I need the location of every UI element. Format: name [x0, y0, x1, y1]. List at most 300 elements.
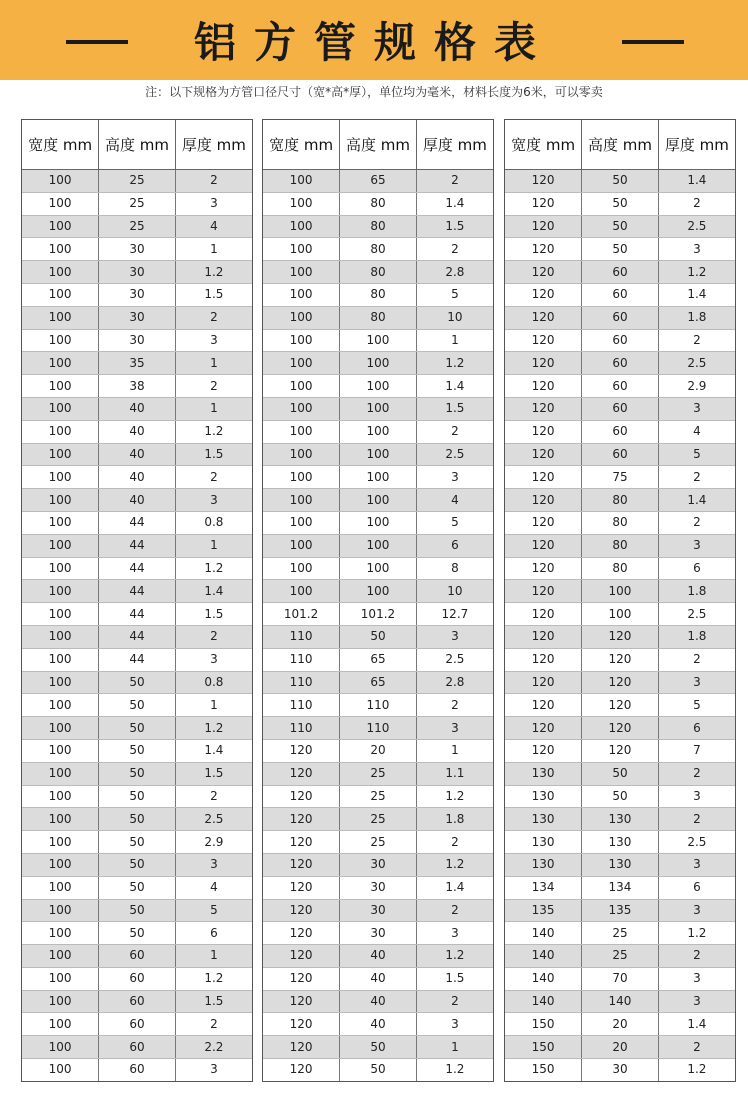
cell-thickness: 3 — [658, 967, 735, 990]
cell-width: 100 — [263, 397, 340, 420]
cell-height: 120 — [582, 694, 659, 717]
table-row — [505, 990, 735, 1013]
cell-thickness: 10 — [416, 306, 493, 329]
cell-height: 40 — [99, 397, 176, 420]
cell-width: 100 — [263, 557, 340, 580]
cell-width: 130 — [505, 785, 582, 808]
cell-width: 100 — [263, 283, 340, 306]
cell-height: 50 — [99, 694, 176, 717]
cell-width: 120 — [505, 671, 582, 694]
cell-height: 130 — [582, 808, 659, 831]
cell-thickness: 1 — [175, 945, 252, 968]
cell-height: 40 — [340, 1013, 417, 1036]
cell-width: 100 — [263, 170, 340, 193]
cell-width: 120 — [505, 580, 582, 603]
cell-width: 150 — [505, 1013, 582, 1036]
cell-height: 20 — [582, 1013, 659, 1036]
cell-width: 100 — [263, 192, 340, 215]
table-row — [505, 785, 735, 808]
cell-thickness: 1.4 — [658, 1013, 735, 1036]
table-row — [505, 420, 735, 443]
column-header-thickness: 厚度 mm — [658, 120, 735, 170]
table-row — [263, 671, 493, 694]
table-row — [22, 922, 252, 945]
cell-height: 30 — [340, 899, 417, 922]
table-row — [22, 603, 252, 626]
cell-height: 44 — [99, 534, 176, 557]
cell-width: 100 — [22, 762, 99, 785]
cell-thickness: 3 — [658, 853, 735, 876]
table-row — [505, 1059, 735, 1081]
cell-thickness: 6 — [658, 717, 735, 740]
table-row — [263, 831, 493, 854]
table-row — [505, 694, 735, 717]
cell-height: 135 — [582, 899, 659, 922]
cell-height: 80 — [340, 283, 417, 306]
cell-height: 25 — [340, 831, 417, 854]
table-row — [263, 192, 493, 215]
cell-thickness: 3 — [416, 922, 493, 945]
table-row — [505, 876, 735, 899]
cell-thickness: 1.5 — [175, 603, 252, 626]
cell-width: 120 — [505, 375, 582, 398]
table-row — [22, 261, 252, 284]
column-header-height: 高度 mm — [340, 120, 417, 170]
column-header-width: 宽度 mm — [263, 120, 340, 170]
table-row — [505, 215, 735, 238]
cell-height: 60 — [99, 945, 176, 968]
cell-thickness: 3 — [658, 534, 735, 557]
cell-thickness: 1.5 — [175, 762, 252, 785]
cell-height: 60 — [582, 352, 659, 375]
cell-thickness: 6 — [658, 876, 735, 899]
cell-height: 30 — [99, 329, 176, 352]
cell-width: 100 — [263, 261, 340, 284]
cell-width: 100 — [22, 238, 99, 261]
cell-height: 80 — [340, 306, 417, 329]
table-row — [263, 329, 493, 352]
cell-width: 120 — [505, 511, 582, 534]
table-row — [263, 648, 493, 671]
cell-width: 100 — [22, 808, 99, 831]
cell-thickness: 2.5 — [416, 648, 493, 671]
table-row — [505, 671, 735, 694]
cell-height: 40 — [99, 466, 176, 489]
cell-width: 100 — [22, 625, 99, 648]
cell-height: 40 — [340, 967, 417, 990]
cell-thickness: 1 — [416, 1036, 493, 1059]
table-row — [505, 352, 735, 375]
cell-thickness: 2 — [175, 375, 252, 398]
table-row — [505, 511, 735, 534]
cell-thickness: 3 — [175, 489, 252, 512]
table-row — [22, 785, 252, 808]
cell-width: 120 — [505, 306, 582, 329]
cell-width: 120 — [505, 534, 582, 557]
table-row — [263, 215, 493, 238]
table-row — [263, 1036, 493, 1059]
cell-thickness: 2.5 — [658, 831, 735, 854]
cell-thickness: 1.8 — [416, 808, 493, 831]
table-row — [505, 831, 735, 854]
cell-thickness: 2.5 — [658, 603, 735, 626]
table-row — [22, 876, 252, 899]
cell-width: 101.2 — [263, 603, 340, 626]
cell-width: 130 — [505, 831, 582, 854]
cell-width: 120 — [263, 785, 340, 808]
table-row — [263, 762, 493, 785]
cell-width: 100 — [22, 443, 99, 466]
cell-thickness: 3 — [416, 1013, 493, 1036]
cell-width: 100 — [22, 420, 99, 443]
cell-width: 140 — [505, 967, 582, 990]
table-row — [22, 397, 252, 420]
cell-thickness: 3 — [416, 625, 493, 648]
cell-height: 100 — [340, 580, 417, 603]
table-row — [505, 922, 735, 945]
cell-height: 80 — [582, 557, 659, 580]
table-row — [22, 739, 252, 762]
table-row — [263, 853, 493, 876]
table-row — [263, 534, 493, 557]
table-row — [22, 557, 252, 580]
table-row — [22, 420, 252, 443]
table-row — [22, 625, 252, 648]
cell-height: 25 — [340, 808, 417, 831]
cell-width: 120 — [505, 397, 582, 420]
table-row — [22, 831, 252, 854]
cell-height: 44 — [99, 625, 176, 648]
cell-width: 100 — [22, 990, 99, 1013]
cell-width: 100 — [22, 466, 99, 489]
cell-thickness: 1.5 — [416, 215, 493, 238]
table-row — [263, 625, 493, 648]
cell-thickness: 2 — [416, 170, 493, 193]
cell-thickness: 2 — [416, 899, 493, 922]
cell-thickness: 2.5 — [658, 215, 735, 238]
table-row — [22, 717, 252, 740]
cell-height: 80 — [340, 215, 417, 238]
cell-width: 100 — [263, 443, 340, 466]
cell-height: 110 — [340, 694, 417, 717]
cell-thickness: 2 — [175, 1013, 252, 1036]
table-row — [263, 489, 493, 512]
table-row — [263, 352, 493, 375]
cell-thickness: 3 — [175, 648, 252, 671]
cell-height: 50 — [582, 238, 659, 261]
cell-thickness: 1.2 — [175, 967, 252, 990]
cell-height: 50 — [340, 1036, 417, 1059]
cell-thickness: 2 — [658, 945, 735, 968]
cell-height: 140 — [582, 990, 659, 1013]
table-row — [505, 443, 735, 466]
cell-thickness: 1.2 — [175, 420, 252, 443]
cell-thickness: 3 — [416, 466, 493, 489]
cell-height: 70 — [582, 967, 659, 990]
cell-width: 100 — [22, 375, 99, 398]
table-row — [263, 899, 493, 922]
cell-height: 120 — [582, 717, 659, 740]
cell-thickness: 1.5 — [416, 967, 493, 990]
cell-width: 100 — [22, 261, 99, 284]
cell-height: 80 — [340, 192, 417, 215]
table-row — [22, 990, 252, 1013]
table-row — [22, 489, 252, 512]
cell-height: 50 — [340, 1059, 417, 1081]
cell-width: 110 — [263, 717, 340, 740]
cell-width: 120 — [505, 170, 582, 193]
table-row — [263, 876, 493, 899]
column-header-thickness: 厚度 mm — [175, 120, 252, 170]
cell-thickness: 1.4 — [175, 739, 252, 762]
cell-thickness: 0.8 — [175, 511, 252, 534]
table-row — [22, 466, 252, 489]
cell-height: 44 — [99, 603, 176, 626]
cell-width: 100 — [22, 215, 99, 238]
cell-thickness: 1 — [175, 352, 252, 375]
cell-height: 50 — [99, 717, 176, 740]
table-row — [263, 170, 493, 193]
cell-height: 20 — [582, 1036, 659, 1059]
cell-height: 75 — [582, 466, 659, 489]
cell-height: 80 — [340, 238, 417, 261]
cell-width: 100 — [22, 1059, 99, 1081]
table-row — [505, 899, 735, 922]
table-row — [263, 603, 493, 626]
cell-width: 100 — [22, 534, 99, 557]
table-row — [263, 922, 493, 945]
cell-width: 120 — [263, 876, 340, 899]
cell-height: 50 — [99, 785, 176, 808]
cell-width: 120 — [505, 739, 582, 762]
cell-thickness: 1.4 — [175, 580, 252, 603]
table-row — [22, 694, 252, 717]
cell-thickness: 2.2 — [175, 1036, 252, 1059]
table-row — [263, 1059, 493, 1081]
cell-height: 50 — [99, 739, 176, 762]
cell-height: 20 — [340, 739, 417, 762]
cell-width: 100 — [22, 922, 99, 945]
table-row — [22, 352, 252, 375]
cell-width: 135 — [505, 899, 582, 922]
cell-width: 110 — [263, 625, 340, 648]
cell-thickness: 3 — [175, 853, 252, 876]
cell-height: 25 — [582, 945, 659, 968]
cell-width: 120 — [505, 603, 582, 626]
cell-thickness: 2 — [416, 990, 493, 1013]
cell-width: 100 — [263, 534, 340, 557]
cell-width: 120 — [505, 352, 582, 375]
cell-width: 100 — [22, 329, 99, 352]
table-row — [505, 1036, 735, 1059]
cell-width: 120 — [505, 215, 582, 238]
cell-height: 100 — [340, 557, 417, 580]
cell-width: 150 — [505, 1036, 582, 1059]
cell-height: 60 — [582, 261, 659, 284]
cell-height: 80 — [582, 511, 659, 534]
cell-height: 50 — [99, 831, 176, 854]
cell-width: 100 — [263, 306, 340, 329]
cell-thickness: 5 — [175, 899, 252, 922]
cell-thickness: 5 — [658, 443, 735, 466]
table-row — [505, 808, 735, 831]
cell-thickness: 6 — [175, 922, 252, 945]
cell-width: 100 — [22, 283, 99, 306]
cell-thickness: 1.5 — [416, 397, 493, 420]
table-row — [22, 945, 252, 968]
table-row — [505, 192, 735, 215]
cell-width: 140 — [505, 922, 582, 945]
cell-width: 120 — [263, 1036, 340, 1059]
cell-height: 134 — [582, 876, 659, 899]
cell-width: 120 — [263, 853, 340, 876]
column-header-height: 高度 mm — [582, 120, 659, 170]
cell-thickness: 1.2 — [175, 261, 252, 284]
cell-width: 100 — [22, 557, 99, 580]
cell-thickness: 1.2 — [416, 352, 493, 375]
table-row — [22, 170, 252, 193]
cell-thickness: 2 — [658, 1036, 735, 1059]
table-row — [505, 853, 735, 876]
cell-width: 100 — [22, 717, 99, 740]
cell-thickness: 8 — [416, 557, 493, 580]
cell-height: 120 — [582, 648, 659, 671]
cell-thickness: 1.4 — [658, 283, 735, 306]
table-row — [505, 329, 735, 352]
table-row — [22, 283, 252, 306]
cell-width: 100 — [263, 511, 340, 534]
cell-height: 110 — [340, 717, 417, 740]
cell-width: 100 — [22, 945, 99, 968]
cell-thickness: 3 — [175, 329, 252, 352]
cell-thickness: 2 — [175, 785, 252, 808]
cell-thickness: 3 — [658, 671, 735, 694]
cell-width: 100 — [22, 899, 99, 922]
cell-width: 120 — [505, 625, 582, 648]
cell-width: 134 — [505, 876, 582, 899]
table-row — [505, 170, 735, 193]
cell-thickness: 10 — [416, 580, 493, 603]
table-row — [505, 375, 735, 398]
cell-width: 100 — [263, 238, 340, 261]
table-row — [263, 1013, 493, 1036]
cell-thickness: 5 — [658, 694, 735, 717]
cell-thickness: 2 — [658, 511, 735, 534]
cell-width: 100 — [22, 1036, 99, 1059]
table-row — [505, 306, 735, 329]
cell-width: 100 — [22, 306, 99, 329]
cell-width: 120 — [505, 283, 582, 306]
cell-height: 30 — [99, 306, 176, 329]
cell-width: 100 — [22, 831, 99, 854]
cell-width: 120 — [263, 967, 340, 990]
table-row — [22, 215, 252, 238]
cell-thickness: 1.2 — [687, 1062, 707, 1077]
cell-height: 30 — [99, 261, 176, 284]
cell-width: 100 — [22, 580, 99, 603]
cell-thickness: 3 — [658, 899, 735, 922]
cell-thickness: 1.2 — [416, 853, 493, 876]
cell-width: 100 — [22, 648, 99, 671]
cell-thickness: 1.8 — [658, 625, 735, 648]
cell-height: 60 — [582, 329, 659, 352]
cell-height: 25 — [582, 922, 659, 945]
table-row — [263, 967, 493, 990]
cell-height: 100 — [340, 443, 417, 466]
table-row — [505, 466, 735, 489]
cell-thickness: 2 — [416, 694, 493, 717]
cell-thickness: 2 — [658, 648, 735, 671]
cell-thickness: 5 — [416, 511, 493, 534]
table-row — [263, 466, 493, 489]
cell-thickness: 2 — [658, 762, 735, 785]
cell-height: 44 — [99, 580, 176, 603]
cell-thickness: 1.5 — [175, 990, 252, 1013]
cell-width: 100 — [22, 694, 99, 717]
cell-height: 100 — [340, 489, 417, 512]
cell-width: 120 — [505, 261, 582, 284]
cell-height: 60 — [99, 967, 176, 990]
cell-height: 40 — [340, 945, 417, 968]
cell-thickness: 1.4 — [658, 489, 735, 512]
cell-height: 50 — [99, 899, 176, 922]
table-row — [505, 603, 735, 626]
cell-width: 100 — [22, 1013, 99, 1036]
table-row — [22, 192, 252, 215]
cell-thickness: 2 — [658, 466, 735, 489]
table-row — [22, 534, 252, 557]
cell-height: 35 — [99, 352, 176, 375]
table-row — [22, 1036, 252, 1059]
spec-note: 注：以下规格为方管口径尺寸（宽*高*厚），单位均为毫米，材料长度为6米，可以零卖 — [145, 85, 603, 99]
cell-width: 120 — [263, 899, 340, 922]
cell-height: 100 — [340, 534, 417, 557]
cell-thickness: 1 — [416, 739, 493, 762]
cell-height: 40 — [340, 990, 417, 1013]
table-row — [505, 717, 735, 740]
cell-height: 30 — [582, 1059, 659, 1081]
cell-width: 100 — [22, 511, 99, 534]
table-row — [263, 420, 493, 443]
column-header-width: 宽度 mm — [505, 120, 582, 170]
cell-thickness: 3 — [175, 192, 252, 215]
cell-width: 120 — [263, 922, 340, 945]
cell-height: 60 — [99, 1059, 176, 1081]
cell-width: 120 — [505, 443, 582, 466]
cell-thickness: 1.4 — [658, 170, 735, 193]
cell-thickness: 2 — [175, 466, 252, 489]
cell-thickness: 1 — [416, 329, 493, 352]
table-row — [22, 853, 252, 876]
cell-thickness: 1.2 — [658, 261, 735, 284]
cell-width: 100 — [22, 192, 99, 215]
cell-height: 80 — [340, 261, 417, 284]
cell-thickness: 6 — [658, 557, 735, 580]
cell-thickness: 2.9 — [175, 831, 252, 854]
table-row — [263, 443, 493, 466]
cell-height: 80 — [582, 534, 659, 557]
cell-height: 50 — [582, 192, 659, 215]
cell-width: 110 — [263, 671, 340, 694]
cell-thickness: 0.8 — [175, 671, 252, 694]
cell-thickness: 2 — [658, 192, 735, 215]
table-row — [263, 785, 493, 808]
cell-height: 40 — [99, 443, 176, 466]
cell-width: 150 — [505, 1059, 582, 1081]
table-row — [505, 580, 735, 603]
cell-height: 25 — [340, 762, 417, 785]
cell-height: 101.2 — [340, 603, 417, 626]
